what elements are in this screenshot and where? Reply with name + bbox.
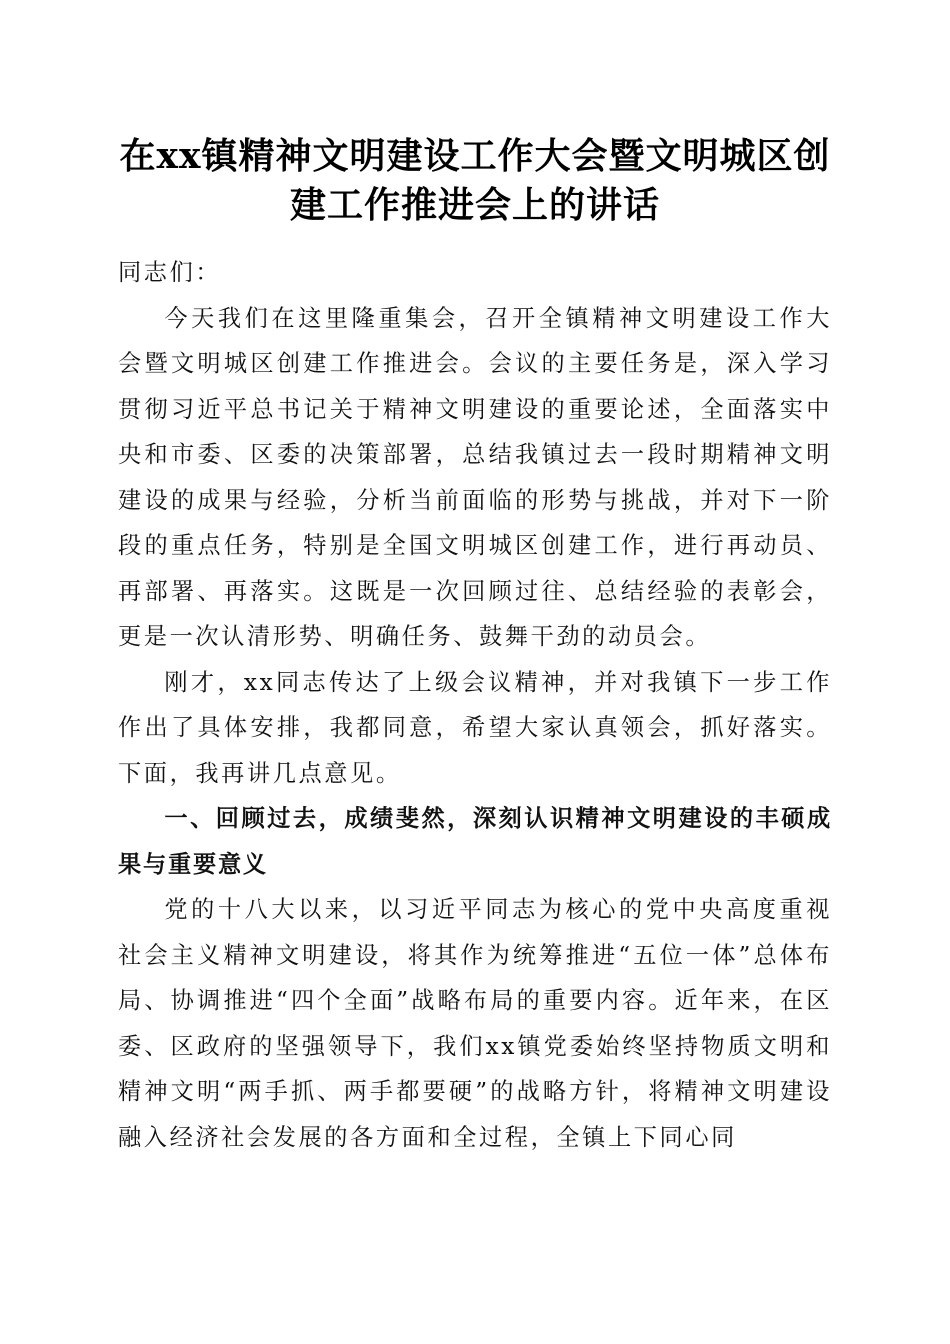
paragraph-remarks: 刚才，xx同志传达了上级会议精神，并对我镇下一步工作作出了具体安排，我都同意，希望大家认真领会，抓好落实。下面，我再讲几点意见。 [118,668,832,787]
paragraph-review: 党的十八大以来，以习近平同志为核心的党中央高度重视社会主义精神文明建设，将其作为统筹推进“五位一体”总体布局、协调推进“四个全面”战略布局的重要内容。近年来，在区委、区政府的坚强领导下，我们xx镇党委始终坚持物质文明和精神文明“两手抓、两手都要硬”的战略方针，将精神文明建设融入经济社会发展的各方面和全过程，全镇上下同心同 [118,896,832,1151]
document-body [118,250,832,1160]
section-heading-1: 一、回顾过去，成绩斐然，深刻认识精神文明建设的丰硕成果与重要意义 [118,805,832,878]
paragraph-opening: 今天我们在这里隆重集会，召开全镇精神文明建设工作大会暨文明城区创建工作推进会。会议的主要任务是，深入学习贯彻习近平总书记关于精神文明建设的重要论述，全面落实中央和市委、区委的决策部署，总结我镇过去一段时期精神文明建设的成果与经验，分析当前面临的形势与挑战，并对下一阶段的重点任务，特别是全国文明城区创建工作，进行再动员、再部署、再落实。这既是一次回顾过往、总结经验的表彰会，更是一次认清形势、明确任务、鼓舞干劲的动员会。 [118,304,832,650]
salutation: 同志们： [118,259,222,286]
document-title: 在xx镇精神文明建设工作大会暨文明城区创建工作推进会上的讲话 [119,135,831,226]
